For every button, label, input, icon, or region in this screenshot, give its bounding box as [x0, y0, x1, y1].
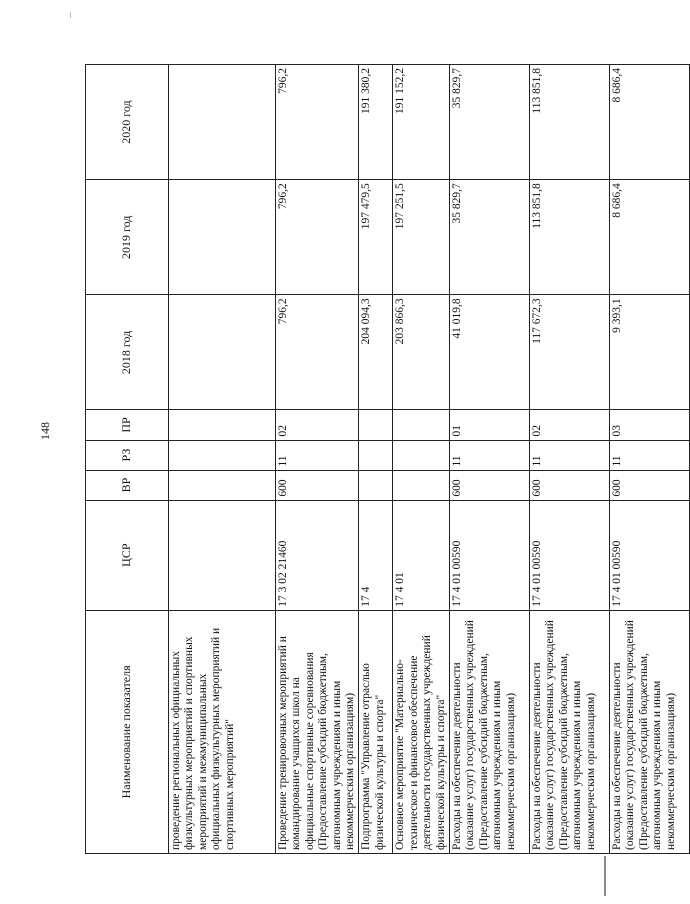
table-body [169, 65, 690, 854]
cell-2020: 191 152,2 [393, 65, 450, 180]
cell-vr: 600 [530, 470, 610, 500]
cell-vr [393, 470, 450, 500]
table-row [359, 65, 393, 854]
cell-2019: 197 251,5 [393, 180, 450, 295]
cell-2018: 9 393,1 [610, 295, 690, 410]
cell-2020: 35 829,7 [450, 65, 530, 180]
scan-edge-mark [604, 856, 606, 896]
cell-rz: 11 [450, 440, 530, 470]
cell-name: проведение региональных официальных физкультурных мероприятий и спортивных мероприятий и межмуниципальных официальных физкультурных мероприятий и спортивных мероприятий" [169, 610, 276, 853]
rotated-page [85, 64, 677, 854]
cell-vr [359, 470, 393, 500]
cell-csr: 17 4 01 00590 [450, 500, 530, 610]
cell-2018: 41 019,8 [450, 295, 530, 410]
cell-2018 [169, 295, 276, 410]
cell-2020: 113 851,8 [530, 65, 610, 180]
cell-name: Основное мероприятие "Материально-техническое и финансовое обеспечение деятельности государственных учреждений физической культуры и спорта" [393, 610, 450, 853]
table-row [393, 65, 450, 854]
cell-2018: 117 672,3 [530, 295, 610, 410]
header-row [86, 65, 169, 854]
header-csr: ЦСР [86, 500, 169, 610]
header-vr: ВР [86, 470, 169, 500]
cell-2018: 204 094,3 [359, 295, 393, 410]
cell-csr: 17 3 02 21460 [276, 500, 359, 610]
header-2020: 2020 год [86, 65, 169, 180]
cell-2019: 796,2 [276, 180, 359, 295]
cell-csr: 17 4 01 00590 [530, 500, 610, 610]
budget-table [85, 64, 690, 854]
cell-2019: 113 851,8 [530, 180, 610, 295]
scan-mark [70, 12, 71, 18]
cell-csr: 17 4 01 00590 [610, 500, 690, 610]
cell-vr: 600 [450, 470, 530, 500]
cell-2018: 203 866,3 [393, 295, 450, 410]
cell-2020 [169, 65, 276, 180]
cell-2020: 8 686,4 [610, 65, 690, 180]
cell-name: Проведение тренировочных мероприятий и командирование учащихся школ на официальные спортивные соревнования (Предоставление субсидий бюджетным, автономным учреждениям и иным некоммерческим организациям) [276, 610, 359, 853]
cell-pr [169, 410, 276, 440]
table-row [169, 65, 276, 854]
header-2019: 2019 год [86, 180, 169, 295]
cell-rz: 11 [276, 440, 359, 470]
header-rz: РЗ [86, 440, 169, 470]
cell-csr: 17 4 [359, 500, 393, 610]
cell-vr: 600 [610, 470, 690, 500]
cell-2019 [169, 180, 276, 295]
cell-name: Расходы на обеспечение деятельности (оказание услуг) государственных учреждений (Предоставление субсидий бюджетным, автономным учреждениям и иным некоммерческим организациям) [530, 610, 610, 853]
cell-2019: 35 829,7 [450, 180, 530, 295]
cell-2020: 191 380,2 [359, 65, 393, 180]
table-row [450, 65, 530, 854]
table-row [530, 65, 610, 854]
cell-name: Расходы на обеспечение деятельности (оказание услуг) государственных учреждений (Предоставление субсидий бюджетным, автономным учреждениям и иным некоммерческим организациям) [610, 610, 690, 853]
table-row [276, 65, 359, 854]
cell-2019: 8 686,4 [610, 180, 690, 295]
page-number: 148 [38, 422, 52, 440]
cell-csr [169, 500, 276, 610]
cell-csr: 17 4 01 [393, 500, 450, 610]
cell-pr [359, 410, 393, 440]
cell-name: Подпрограмма "Управление отраслью физической культуры и спорта" [359, 610, 393, 853]
cell-pr: 01 [450, 410, 530, 440]
cell-2020: 796,2 [276, 65, 359, 180]
header-name: Наименование показателя [86, 610, 169, 853]
cell-vr [169, 470, 276, 500]
cell-rz [393, 440, 450, 470]
cell-2018: 796,2 [276, 295, 359, 410]
cell-pr: 03 [610, 410, 690, 440]
cell-2019: 197 479,5 [359, 180, 393, 295]
table-row [610, 65, 690, 854]
header-pr: ПР [86, 410, 169, 440]
header-2018: 2018 год [86, 295, 169, 410]
cell-rz: 11 [530, 440, 610, 470]
cell-pr: 02 [276, 410, 359, 440]
cell-vr: 600 [276, 470, 359, 500]
cell-rz [359, 440, 393, 470]
cell-pr: 02 [530, 410, 610, 440]
cell-pr [393, 410, 450, 440]
cell-rz: 11 [610, 440, 690, 470]
cell-name: Расходы на обеспечение деятельности (оказание услуг) государственных учреждений (Предоставление субсидий бюджетным, автономным учреждениям и иным некоммерческим организациям) [450, 610, 530, 853]
cell-rz [169, 440, 276, 470]
